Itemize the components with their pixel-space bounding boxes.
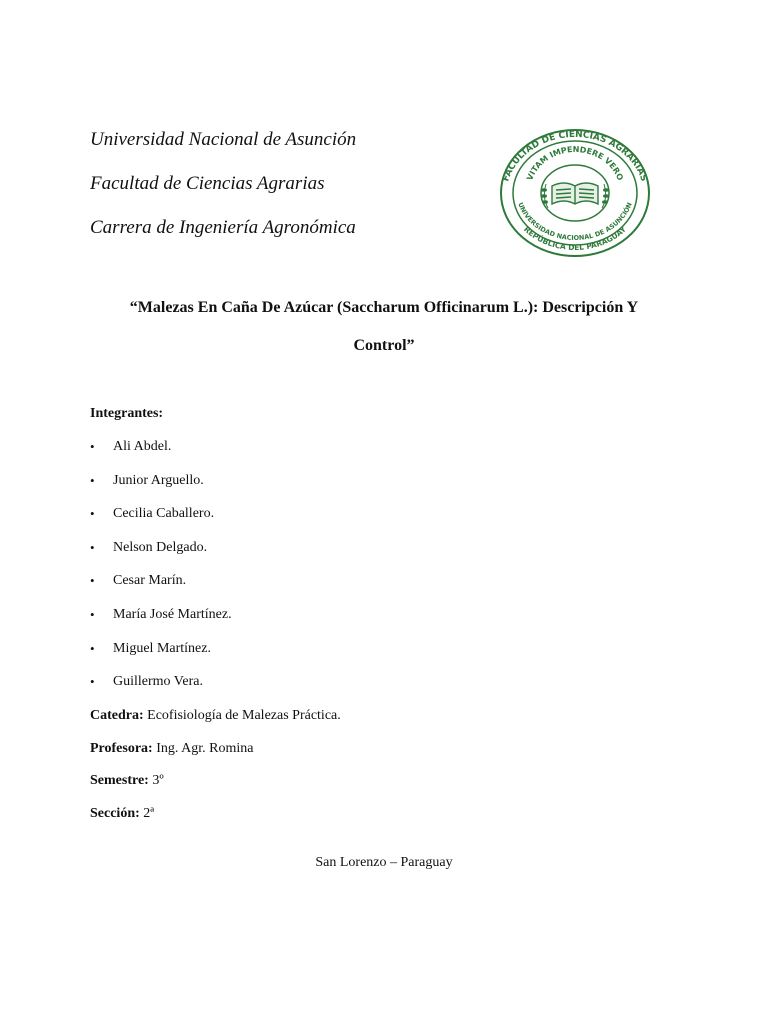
- members-heading: Integrantes:: [90, 406, 164, 421]
- faculty-name: Facultad de Ciencias Agrarias: [90, 173, 325, 194]
- bullet-icon: •: [90, 606, 95, 622]
- location-footer: San Lorenzo – Paraguay: [315, 855, 453, 870]
- document-title-line-1: “Malezas En Caña De Azúcar (Saccharum Officinarum L.): Descripción Y: [129, 299, 639, 316]
- member-name: María José Martínez.: [113, 606, 232, 622]
- bullet-icon: •: [90, 674, 95, 690]
- bullet-icon: •: [90, 573, 95, 589]
- member-name: Junior Arguello.: [113, 472, 204, 488]
- faculty-seal-logo: [472, 128, 678, 258]
- catedra-value: Ecofisiología de Malezas Práctica.: [147, 708, 341, 723]
- member-name: Guillermo Vera.: [113, 674, 203, 690]
- open-book-icon: [552, 183, 598, 204]
- career-name: Carrera de Ingeniería Agronómica: [90, 217, 356, 238]
- profesora-label: Profesora:: [90, 741, 153, 756]
- svg-text:FACULTAD DE CIENCIAS AGRARIAS: [501, 130, 648, 183]
- member-name: Nelson Delgado.: [113, 539, 208, 555]
- member-name: Ali Abdel.: [113, 439, 172, 454]
- seal-inner-text: UNIVERSIDAD NACIONAL DE ASUNCIÓN: [516, 201, 634, 243]
- list-item: [90, 505, 232, 539]
- list-item: [90, 606, 232, 640]
- seccion-label: Sección:: [90, 806, 140, 821]
- bullet-icon: •: [90, 640, 95, 656]
- seal-outer-text: FACULTAD DE CIENCIAS AGRARIAS: [501, 129, 649, 183]
- profesora-value: Ing. Agr. Romina: [156, 741, 254, 756]
- list-item: [90, 673, 232, 707]
- university-name: Universidad Nacional de Asunción: [90, 129, 357, 150]
- bullet-icon: •: [90, 539, 95, 555]
- list-item: [90, 438, 232, 472]
- catedra-line: [90, 707, 341, 725]
- seal-bottom-text: REPÚBLICA DEL PARAGUAY: [522, 224, 628, 253]
- list-item: [90, 640, 232, 674]
- bullet-icon: •: [90, 472, 95, 488]
- semestre-label: Semestre:: [90, 773, 149, 788]
- member-name: Miguel Martínez.: [113, 640, 211, 656]
- profesora-line: [90, 740, 253, 758]
- seccion-line: [90, 805, 154, 823]
- list-item: [90, 472, 232, 506]
- list-item: [90, 539, 232, 573]
- bullet-icon: •: [90, 506, 95, 522]
- laurel-right-icon: [602, 184, 609, 208]
- semestre-value: 3º: [152, 773, 164, 788]
- document-title-line-2: Control”: [353, 337, 415, 354]
- member-name: Cesar Marín.: [113, 573, 187, 589]
- list-item: [90, 572, 232, 606]
- member-list: [90, 438, 232, 707]
- laurel-left-icon: [542, 184, 549, 208]
- seal-motto-text: VITAM IMPENDERE VERO: [525, 144, 625, 182]
- bullet-icon: •: [90, 439, 95, 454]
- seccion-value: 2ª: [143, 806, 155, 821]
- catedra-label: Catedra:: [90, 708, 144, 723]
- semestre-line: [90, 772, 164, 790]
- member-name: Cecilia Caballero.: [113, 506, 215, 522]
